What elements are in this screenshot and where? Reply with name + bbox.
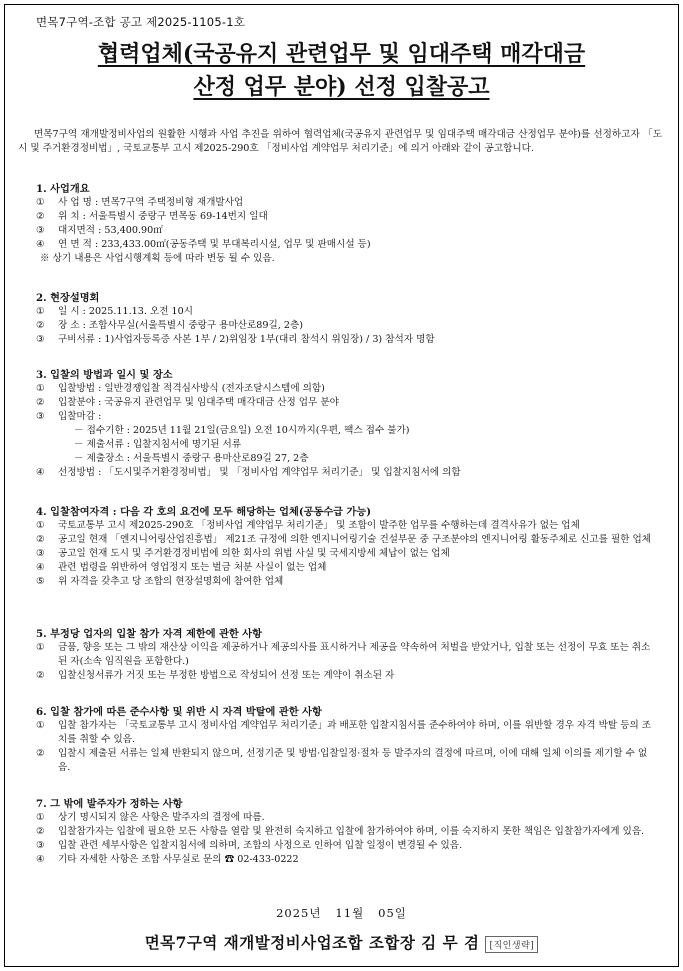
section-heading: 1. 사업개요	[36, 183, 90, 195]
list-item: ④ 관련 법령을 위반하여 영업정지 또는 벌금 처분 사실이 없는 업체	[36, 562, 327, 573]
list-item: ① 입찰 참가자는 「국토교통부 고시 정비사업 계약업무 처리기준」과 배포한 입찰지침서를 준수하여야 하며, 이를 위반할 경우 자격 박탈 등의 조치를 취할 수 있음.	[36, 720, 652, 745]
notice-number: 면목7구역-조합 공고 제2025-1105-1호	[36, 15, 246, 29]
list-item: ① 상기 명시되지 않은 사항은 발주자의 결정에 따름.	[36, 812, 265, 823]
announcement-date: 2025년 11월 05일	[276, 906, 407, 920]
seal-omitted-stamp: [직인생략]	[485, 936, 538, 953]
section-heading: 7. 그 밖에 발주자가 정하는 사항	[36, 798, 183, 810]
signature-line	[0, 931, 683, 953]
section-disqualification	[36, 627, 656, 683]
list-item: ① 일 시 : 2025.11.13. 오전 10시	[36, 306, 194, 317]
section-eligibility	[36, 505, 656, 589]
list-item: ② 공고일 현재 「엔지니어링산업진흥법」 제21조 규정에 의한 엔지니어링기술 건설부문 중 구조분야의 엔지니어링 활동주체로 신고를 필한 업체	[36, 534, 652, 545]
list-item: ③ 입찰마감 :	[36, 411, 102, 422]
list-item: ④ 선정방법 : 「도시및주거환경정비법」 및 「정비사업 계약업무 처리기준」 및 입찰지침서에 의함	[36, 467, 461, 478]
list-item: ④ 기타 자세한 사항은 조합 사무실로 문의 ☎ 02-433-0222	[36, 854, 299, 865]
list-item: ② 입찰참가자는 입찰에 필요한 모든 사항을 열람 및 완전히 숙지하고 입찰에 참가하여야 하며, 이를 숙지하지 못한 책임은 입찰참가자에게 있음.	[36, 826, 645, 837]
section-heading: 3. 입찰의 방법과 일시 및 장소	[36, 369, 173, 381]
sub-item: － 접수기한 : 2025년 11월 21일(금요일) 오전 10시까지(우편, 팩스 접수 불가)	[74, 425, 410, 436]
list-item: ③ 대지면적 : 53,400.90㎡	[36, 225, 163, 236]
section-note: ※ 상기 내용은 사업시행계획 등에 따라 변동 될 수 있음.	[40, 253, 275, 264]
section-bid-method	[36, 368, 656, 480]
list-item: ① 금품, 향응 또는 그 밖의 재산상 이익을 제공하거나 제공의사를 표시하거나 제공을 약속하여 처벌을 받았거나, 입찰 또는 선정이 무효 또는 취소된 자(소속 임직원을 포함한다.)	[36, 642, 651, 667]
list-item: ⑤ 위 자격을 갖추고 당 조합의 현장설명회에 참여한 업체	[36, 576, 284, 587]
section-heading: 5. 부정당 업자의 입찰 참가 자격 제한에 관한 사항	[36, 628, 262, 640]
list-item: ② 장 소 : 조합사무실(서울특별시 중랑구 용마산로89길, 2층)	[36, 320, 303, 331]
signatory: 면목7구역 재개발정비사업조합 조합장 김 무 겸	[144, 933, 480, 952]
section-heading: 6. 입찰 참가에 따른 준수사항 및 위반 시 자격 박탈에 관한 사항	[36, 706, 322, 718]
list-item: ② 위 치 : 서울특별시 중랑구 면목동 69-14번지 일대	[36, 211, 268, 222]
list-item: ③ 구비서류 : 1)사업자등록증 사본 1부 / 2)위임장 1부(대리 참석시 위임장) / 3) 참석자 명함	[36, 334, 435, 345]
section-other-matters	[36, 797, 656, 867]
section-heading: 2. 현장설명회	[36, 292, 100, 304]
list-item: ③ 입찰 관련 세부사항은 입찰지침서에 의하며, 조합의 사정으로 인하여 입찰 일정이 변경될 수 있음.	[36, 840, 463, 851]
list-item: ② 입찰시 제출된 서류는 일체 반환되지 않으며, 선정기준 및 방법·입찰일정·절차 등 발주자의 결정에 따르며, 이에 대해 일체 이의를 제기할 수 없음.	[36, 748, 648, 773]
section-overview	[36, 182, 656, 266]
sub-item: － 제출서류 : 입찰지침서에 명기된 서류	[74, 439, 242, 450]
title-line-1: 협력업체(국공유지 관련업무 및 임대주택 매각대금	[97, 41, 586, 67]
intro-paragraph: 면목7구역 재개발정비사업의 원활한 시행과 사업 추진을 위하여 협력업체(국공유지 관련업무 및 임대주택 매각대금 산정업무 분야)를 선정하고자 「도시 및 주거환경정비법」, 국토교통부 고시 제2025-290호 「정비사업 계약업무 처리기준」에 의거 아래와 같이 공고합니다.	[18, 128, 662, 155]
list-item: ① 입찰방법 : 일반경쟁입찰 적격심사방식 (전자조달시스템에 의함)	[36, 383, 325, 394]
list-item: ② 입찰분야 : 국공유지 관련업무 및 임대주택 매각대금 산정 업무 분야	[36, 397, 339, 408]
section-site-briefing	[36, 291, 656, 347]
list-item: ① 국토교통부 고시 제2025-290호 「정비사업 계약업무 처리기준」 및 조합이 발주한 업무를 수행하는데 결격사유가 없는 업체	[36, 520, 580, 531]
section-heading: 4. 입찰참여자격 : 다음 각 호의 요건에 모두 해당하는 업체(공동수급 가능)	[36, 506, 372, 518]
list-item: ③ 공고일 현재 도시 및 주거환경정비법에 의한 회사의 위법 사실 및 국세지방세 체납이 없는 업체	[36, 548, 450, 559]
list-item: ① 사 업 명 : 면목7구역 주택정비형 재개발사업	[36, 197, 244, 208]
title-line-2: 산정 업무 분야) 선정 입찰공고	[193, 74, 490, 100]
list-item: ④ 연 면 적 : 233,433.00㎡(공동주택 및 부대복리시설, 업무 및 판매시설 등)	[36, 239, 371, 250]
sub-item: － 제출장소 : 서울특별시 중랑구 용마산로89길 27, 2층	[74, 453, 309, 464]
list-item: ② 입찰신청서류가 거짓 또는 부정한 방법으로 작성되어 선정 또는 계약이 취소된 자	[36, 670, 395, 681]
section-compliance	[36, 705, 656, 775]
